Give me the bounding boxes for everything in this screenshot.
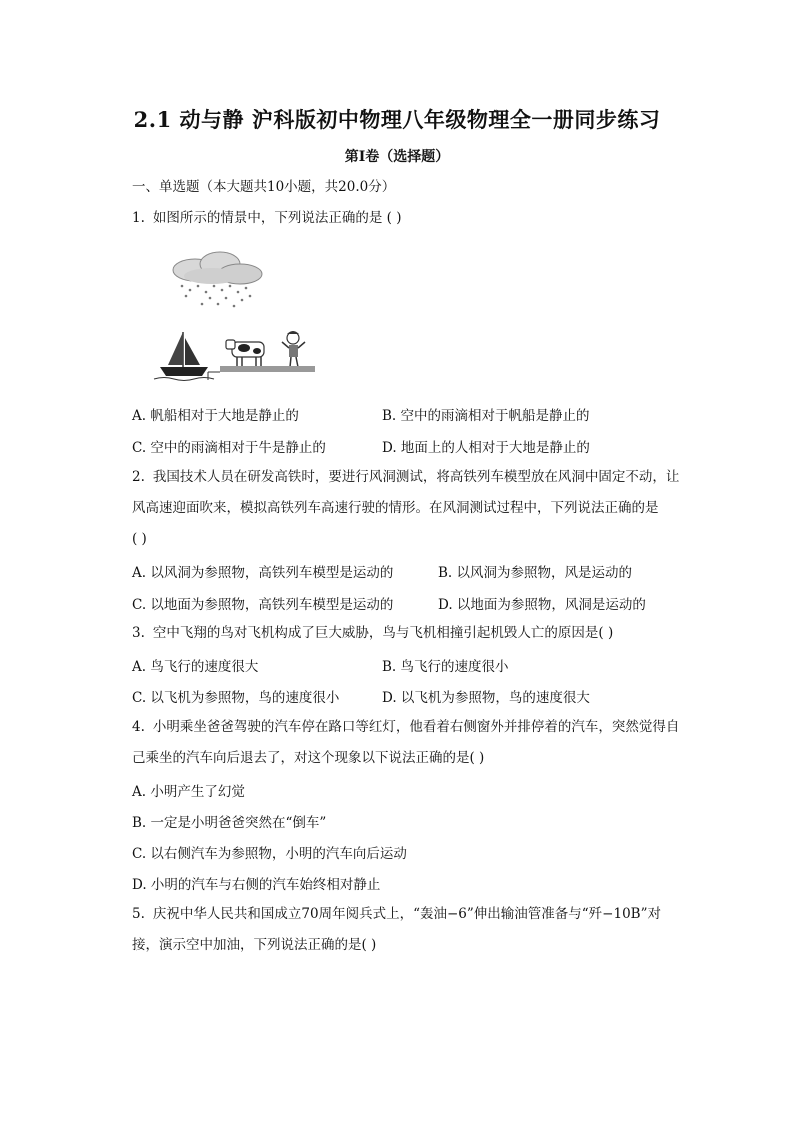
question-text: 如图所示的情景中，下列说法正确的是 ( ) (152, 210, 402, 226)
q2-option-c: C. 以地面为参照物，高铁列车模型是运动的 (132, 597, 394, 613)
question-number: 3. (132, 625, 145, 641)
question-4-line-2: 己乘坐的汽车向后退去了，对这个现象以下说法正确的是( ) (132, 750, 485, 766)
q4-option-a: A. 小明产生了幻觉 (132, 784, 245, 800)
q3-option-c: C. 以飞机为参照物，鸟的速度很小 (132, 690, 340, 706)
question-text: 空中飞翔的鸟对飞机构成了巨大威胁，鸟与飞机相撞引起机毁人亡的原因是( ) (152, 625, 614, 641)
q1-option-d: D. 地面上的人相对于大地是静止的 (382, 440, 590, 456)
question-text: 庆祝中华人民共和国成立70周年阅兵式上，“轰油−6”伸出输油管准备与“歼−10B”对 (152, 906, 661, 922)
question-5-line-2: 接，演示空中加油，下列说法正确的是( ) (132, 937, 377, 953)
question-2-line-2: 风高速迎面吹来，模拟高铁列车高速行驶的情形。在风洞测试过程中，下列说法正确的是 (132, 500, 659, 516)
question-text: 我国技术人员在研发高铁时，要进行风洞测试，将高铁列车模型放在风洞中固定不动，让 (152, 469, 680, 485)
question-4 (132, 718, 679, 736)
q2-option-b: B. 以风洞为参照物，风是运动的 (438, 565, 633, 581)
person-icon (282, 331, 305, 367)
question-number: 2. (132, 469, 145, 485)
q3-option-d: D. 以飞机为参照物，鸟的速度很大 (382, 690, 590, 706)
sailboat-icon (154, 332, 214, 381)
q3-option-b: B. 鸟飞行的速度很小 (382, 659, 509, 675)
section-heading: 一、单选题（本大题共10小题，共20.0分） (132, 179, 396, 195)
q4-option-c: C. 以右侧汽车为参照物，小明的汽车向后运动 (132, 846, 407, 862)
page-title: 2.1 动与静 沪科版初中物理八年级物理全一册同步练习 (133, 107, 661, 132)
q2-option-d: D. 以地面为参照物，风洞是运动的 (438, 597, 646, 613)
question-2 (132, 468, 679, 486)
question-3 (132, 624, 613, 642)
q1-option-b: B. 空中的雨滴相对于帆船是静止的 (382, 408, 590, 424)
q4-option-b: B. 一定是小明爸爸突然在“倒车” (132, 815, 327, 831)
ground-line (208, 366, 315, 380)
q1-option-c: C. 空中的雨滴相对于牛是静止的 (132, 440, 326, 456)
q1-option-a: A. 帆船相对于大地是静止的 (132, 408, 299, 424)
rain-icon (181, 285, 252, 308)
scene-figure (150, 250, 330, 390)
q4-option-d: D. 小明的汽车与右侧的汽车始终相对静止 (132, 877, 381, 893)
question-1 (132, 209, 402, 227)
question-number: 4. (132, 719, 145, 735)
question-5 (132, 905, 661, 923)
cloud-icon (173, 252, 262, 284)
question-2-line-3: ( ) (132, 531, 147, 547)
cow-icon (226, 340, 264, 366)
question-text: 小明乘坐爸爸驾驶的汽车停在路口等红灯，他看着右侧窗外并排停着的汽车，突然觉得自 (152, 719, 680, 735)
question-number: 5. (132, 906, 145, 922)
q2-option-a: A. 以风洞为参照物，高铁列车模型是运动的 (132, 565, 394, 581)
q3-option-a: A. 鸟飞行的速度很大 (132, 659, 259, 675)
volume-subtitle: 第Ⅰ卷（选择题） (344, 149, 450, 165)
question-number: 1. (132, 210, 145, 226)
